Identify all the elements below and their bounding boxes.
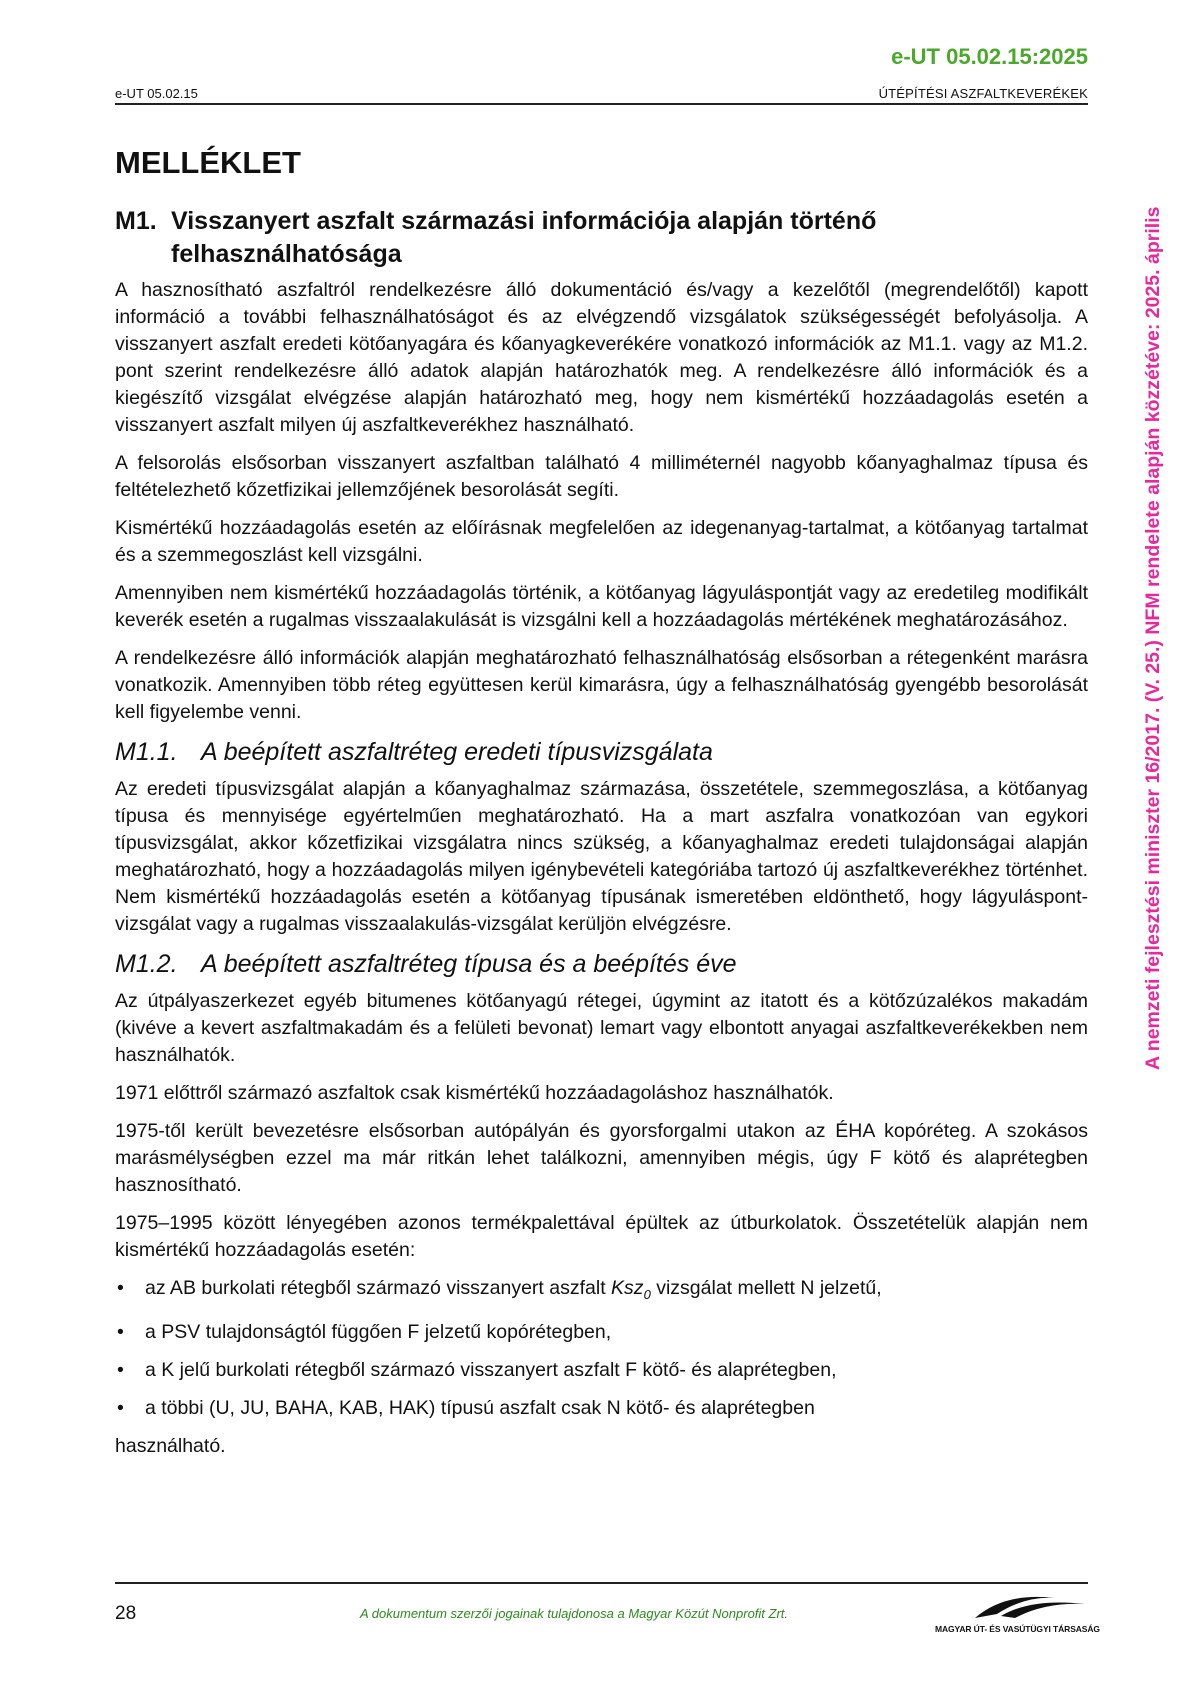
header-left-label: e-UT 05.02.15 — [115, 86, 198, 101]
section-m11-title: A beépített aszfaltréteg eredeti típusvizsgálata — [201, 738, 713, 766]
copyright-notice: A dokumentum szerzői jogainak tulajdonosa a Magyar Közút Nonprofit Zrt. — [360, 1606, 789, 1621]
annex-title: MELLÉKLET — [115, 145, 301, 180]
paragraph: Az útpályaszerkezet egyéb bitumenes kötőanyagú rétegei, úgymint az itatott és a kötőzúzalékos makadám (kivéve a kevert aszfaltmakadám és a felületi bevonat) lemart vagy elbontott anyagai aszfaltkeverékekben nem használhatók. — [115, 990, 1088, 1066]
list-item: • a többi (U, JU, BAHA, KAB, HAK) típusú aszfalt csak N kötő- és alaprétegben — [115, 1395, 1088, 1422]
document-id: e-UT 05.02.15:2025 — [891, 44, 1088, 69]
header-divider — [115, 103, 1088, 105]
header-right-label: ÚTÉPÍTÉSI ASZFALTKEVERÉKEK — [878, 86, 1088, 101]
paragraph: A hasznosítható aszfaltról rendelkezésre álló dokumentáció és/vagy a kezelőtől (megrendelőtől) kapott információ a további felhasználhatóságot és az elvégzendő vizsgálatok szükségességét befolyásolja. A visszanyert aszfalt eredeti kötőanyagára és kőanyagkeverékére vonatkozó információk az M1.1. vagy az M1.2. pont szerint rendelkezésre álló adatok alapján határozhatók meg. A rendelkezésre álló információk és a kiegészítő vizsgálat elvégzése alapján határozható meg, hogy nem kismértékű hozzáadagolás esetén a visszanyert aszfalt milyen új aszfaltkeverékhez használható. — [115, 279, 1088, 436]
section-m11-heading — [115, 737, 1088, 768]
usage-list — [115, 1275, 1088, 1422]
section-m12-heading — [115, 949, 1088, 980]
section-m1-title: Visszanyert aszfalt származási információja alapján történő felhasználhatósága — [171, 207, 877, 268]
bullet-icon: • — [117, 1277, 124, 1299]
list-item: • az AB burkolati rétegből származó visszanyert aszfalt Ksz$_0$ vizsgálat mellett N jelzetű, — [117, 1277, 882, 1302]
paragraph: Kismértékű hozzáadagolás esetén az előírásnak megfelelően az idegenanyag-tartalmat, a kötőanyag tartalmat és a szemmegoszlást kell vizsgálni. — [115, 517, 1088, 566]
side-publication-note: A nemzeti fejlesztési miniszter 16/2017. (V. 25.) NFM rendelete alapján közzétéve: 2025. április — [1142, 206, 1164, 1070]
bullet-icon: • — [117, 1358, 124, 1381]
paragraph: 1975-től került bevezetésre elsősorban autópályán és gyorsforgalmi utakon az ÉHA kopóréteg. A szokásos marásmélységben ezzel ma már ritkán lehet találkozni, amennyiben mégis, úgy F kötő és alaprétegben hasznosítható. — [115, 1120, 1088, 1196]
paragraph: A felsorolás elsősorban visszanyert aszfaltban található 4 milliméternél nagyobb kőanyaghalmaz típusa és feltételezhető kőzetfizikai jellemzőjének besorolását segíti. — [115, 452, 1088, 501]
logo-swoosh-icon — [935, 1588, 1095, 1622]
section-m12-number: M1.2. — [115, 950, 178, 978]
page-number: 28 — [115, 1603, 137, 1624]
section-m1-number: M1. — [115, 207, 157, 235]
bullet-icon: • — [117, 1320, 124, 1343]
paragraph: Az eredeti típusvizsgálat alapján a kőanyaghalmaz származása, összetétele, szemmegoszlása, a kötőanyag típusa és mennyisége egyértelműen meghatározható. Ha a mart aszfalra vonatkozóan van egykori típusvizsgálat, akkor kőzetfizikai vizsgálatra nincs szükség, a kőanyaghalmaz eredeti tulajdonságai alapján meghatározható, hogy a hozzáadagolás milyen igénybevételi kategóriába tartozó új aszfaltkeverékhez történhet. Nem kismértékű hozzáadagolás esetén a kötőanyag típusának ismeretében eldönthető, hogy lágyuláspont-vizsgálat vagy a rugalmas visszaalakulás-vizsgálat kerüljön elvégzésre. — [115, 778, 1088, 935]
section-m1-heading — [115, 205, 1088, 271]
list-item: • a K jelű burkolati rétegből származó visszanyert aszfalt F kötő- és alaprétegben, — [115, 1357, 1088, 1384]
closing-text: használható. — [115, 1434, 226, 1457]
paragraph: 1975–1995 között lényegében azonos termékpalettával épültek az útburkolatok. Összetételük alapján nem kismértékű hozzáadagolás esetén: — [115, 1212, 1088, 1261]
footer-divider — [115, 1582, 1088, 1584]
page-content — [115, 145, 1088, 1471]
section-m11-number: M1.1. — [115, 738, 178, 766]
logo-text: MAGYAR ÚT- ÉS VASÚTÜGYI TÁRSASÁG — [935, 1624, 1100, 1634]
paragraph: Amennyiben nem kismértékű hozzáadagolás történik, a kötőanyag lágyuláspontját vagy az eredetileg modifikált keverék esetén a rugalmas visszaalakulását is vizsgálni kell a hozzáadagolás mértékének meghatározásához. — [115, 582, 1088, 631]
paragraph: 1971 előttről származó aszfaltok csak kismértékű hozzáadagoláshoz használhatók. — [115, 1082, 834, 1104]
bullet-icon: • — [117, 1396, 124, 1419]
list-item: • a PSV tulajdonságtól függően F jelzetű kopórétegben, — [115, 1319, 1088, 1346]
paragraph: A rendelkezésre álló információk alapján meghatározható felhasználhatóság elsősorban a rétegenként marásra vonatkozik. Amennyiben több réteg együttesen kerül kimarásra, úgy a felhasználhatóság gyengébb besorolását kell figyelembe venni. — [115, 647, 1088, 723]
company-logo — [935, 1588, 1100, 1634]
section-m12-title: A beépített aszfaltréteg típusa és a beépítés éve — [201, 950, 737, 978]
